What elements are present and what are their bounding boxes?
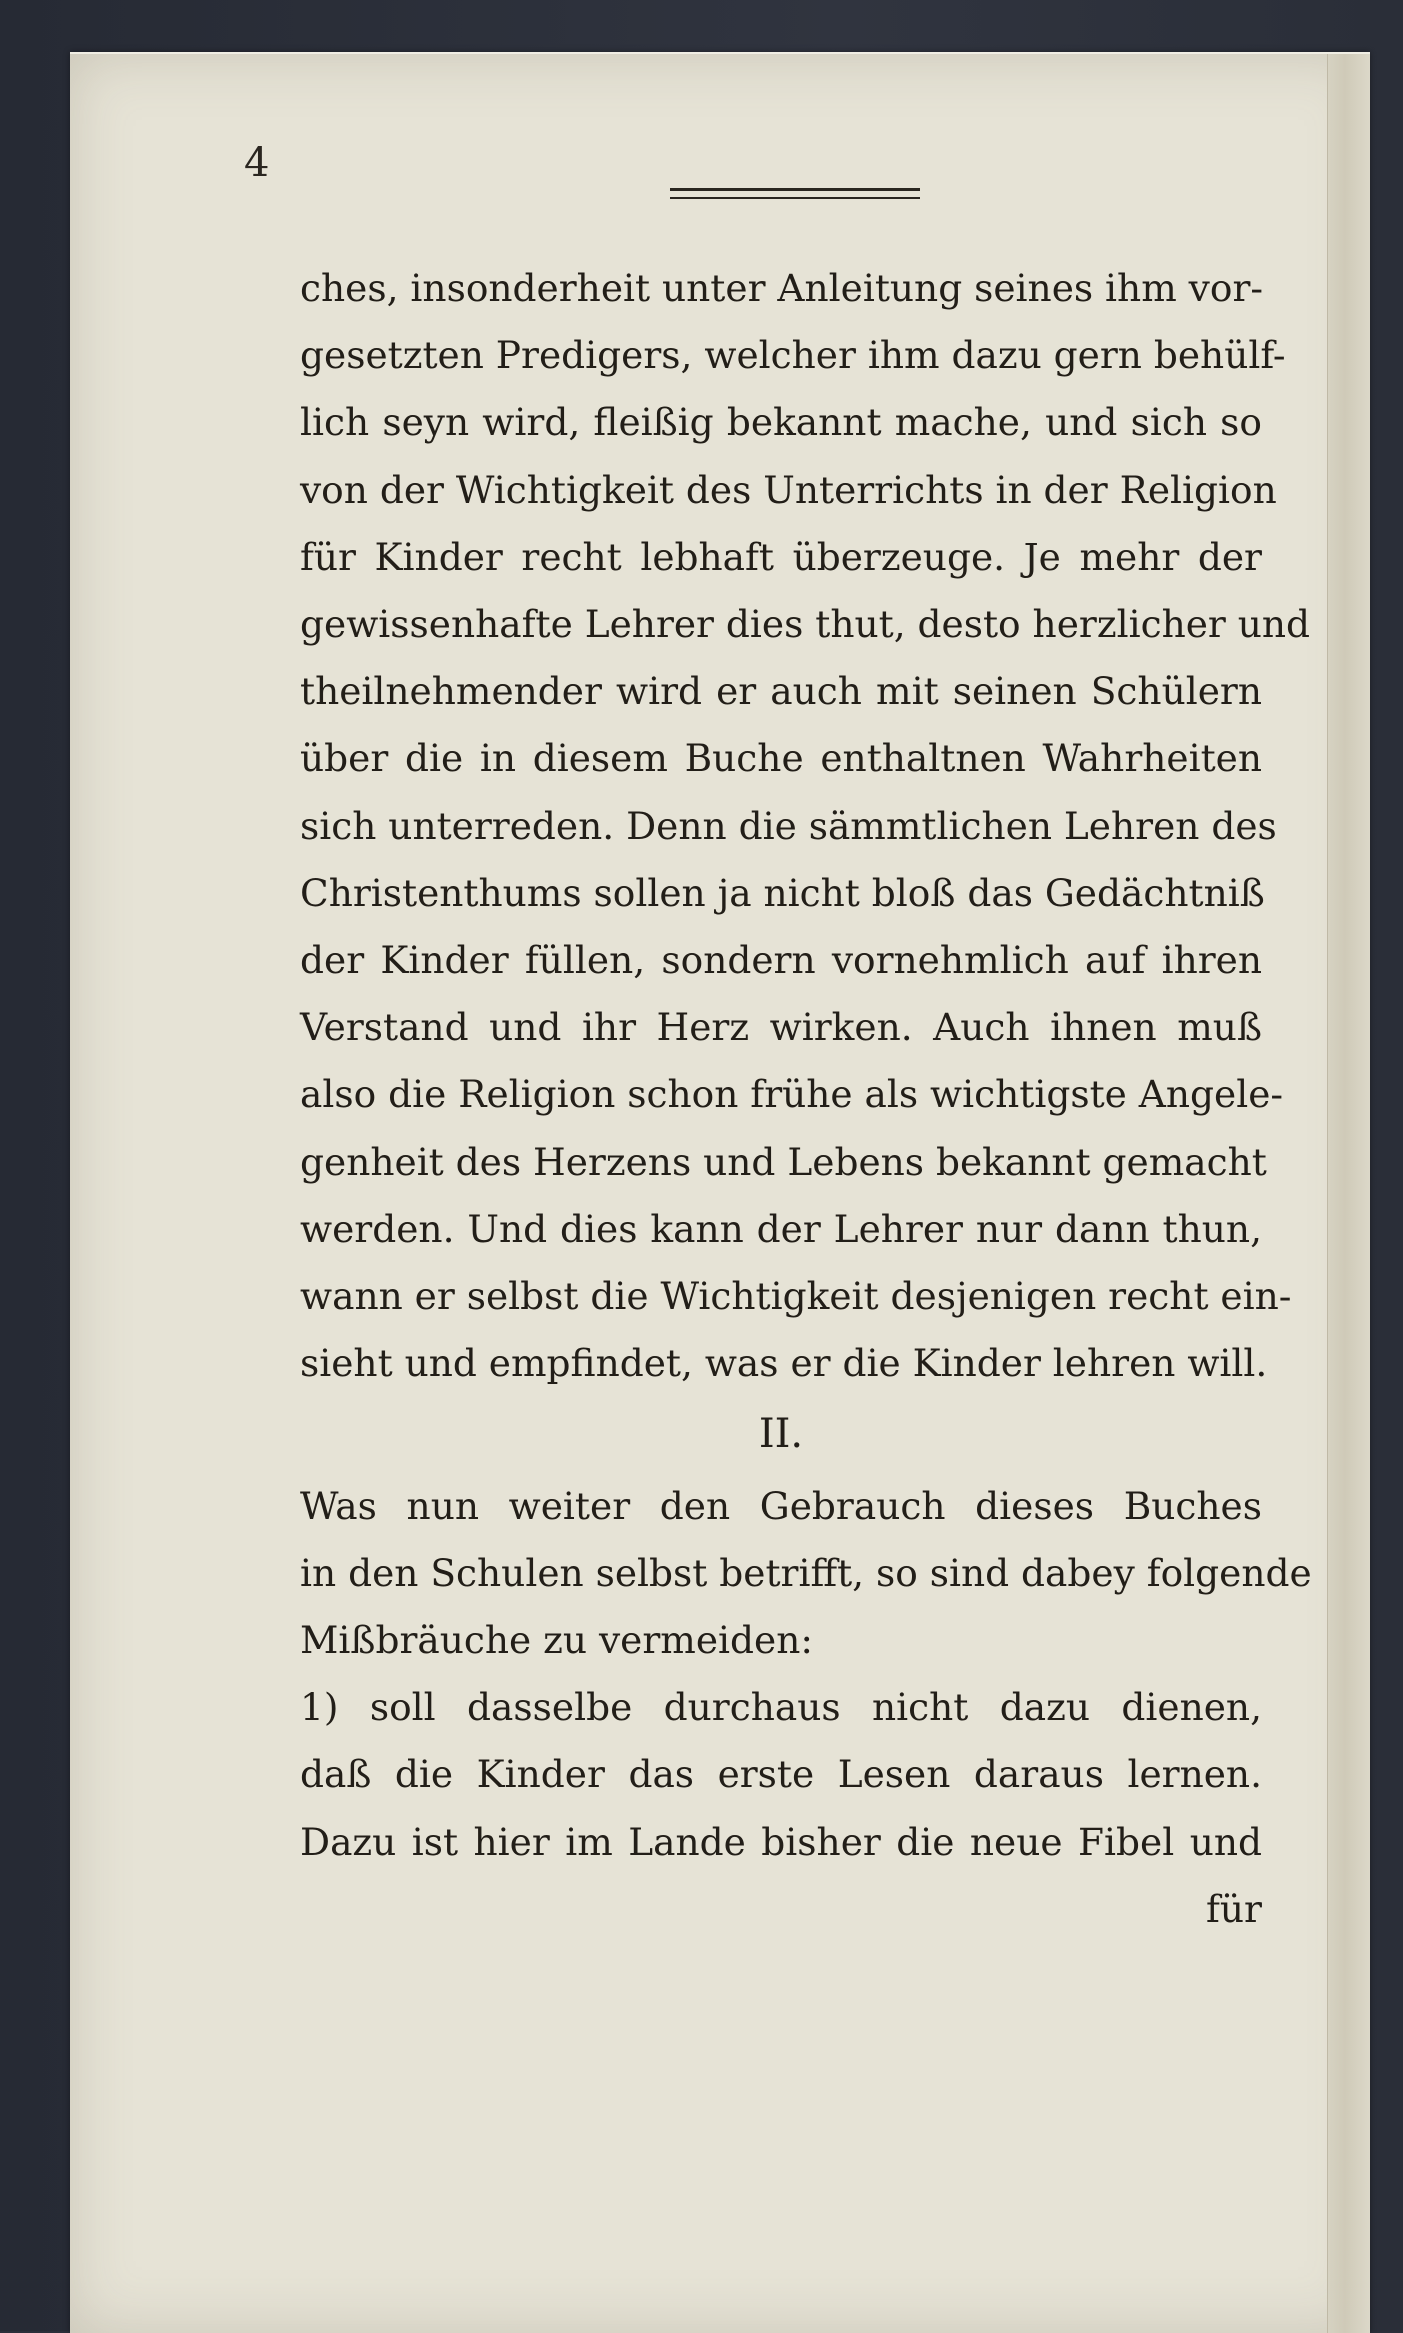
section-text-line: Dazu ist hier im Lande bisher die neue Fibel und xyxy=(300,1819,1262,1864)
header-rule xyxy=(670,188,920,199)
text-line: für Kinder recht lebhaft überzeuge. Je mehr der xyxy=(300,534,1262,579)
section-text-line: Mißbräuche zu vermeiden: xyxy=(300,1618,814,1663)
text-line: ches, insonderheit unter Anleitung seines ihm vor- xyxy=(300,266,1264,310)
text-line: gewissenhafte Lehrer dies thut, desto herzlicher und xyxy=(300,602,1311,647)
text-line: gesetzten Predigers, welcher ihm dazu gern behülf- xyxy=(300,333,1286,378)
section-text-line: daß die Kinder das erste Lesen daraus lernen. xyxy=(300,1752,1262,1797)
text-line: sieht und empfindet, was er die Kinder lehren will. xyxy=(300,1341,1268,1386)
catchword: für xyxy=(1206,1886,1262,1931)
text-line: sich unterreden. Denn die sämmtlichen Lehren des xyxy=(300,803,1277,848)
section-text-line: Was nun weiter den Gebrauch dieses Buches xyxy=(300,1483,1262,1528)
text-line: werden. Und dies kann der Lehrer nur dann thun, xyxy=(300,1206,1262,1251)
text-line: wann er selbst die Wichtigkeit desjenigen recht ein- xyxy=(300,1274,1292,1319)
section-text-line: 1) soll dasselbe durchaus nicht dazu dienen, xyxy=(300,1685,1262,1730)
page-number: 4 xyxy=(244,140,270,186)
text-line: Verstand und ihr Herz wirken. Auch ihnen muß xyxy=(300,1005,1262,1050)
text-line: lich seyn wird, fleißig bekannt mache, und sich so xyxy=(300,400,1262,445)
text-line: also die Religion schon frühe als wichtigste Angele- xyxy=(300,1072,1284,1117)
text-line: Christenthums sollen ja nicht bloß das Gedächtniß xyxy=(300,870,1265,915)
body-text xyxy=(300,255,1312,1943)
text-line: von der Wichtigkeit des Unterrichts in der Religion xyxy=(300,467,1277,512)
text-line: theilnehmender wird er auch mit seinen Schülern xyxy=(300,669,1262,714)
page-edge xyxy=(1327,54,1370,2333)
section-text-line: in den Schulen selbst betrifft, so sind dabey folgende xyxy=(300,1550,1312,1595)
text-line: genheit des Herzens und Lebens bekannt gemacht xyxy=(300,1139,1267,1184)
text-line: über die in diesem Buche enthaltnen Wahrheiten xyxy=(300,736,1262,781)
section-heading: II. xyxy=(758,1411,804,1458)
text-line: der Kinder füllen, sondern vornehmlich auf ihren xyxy=(300,938,1262,983)
